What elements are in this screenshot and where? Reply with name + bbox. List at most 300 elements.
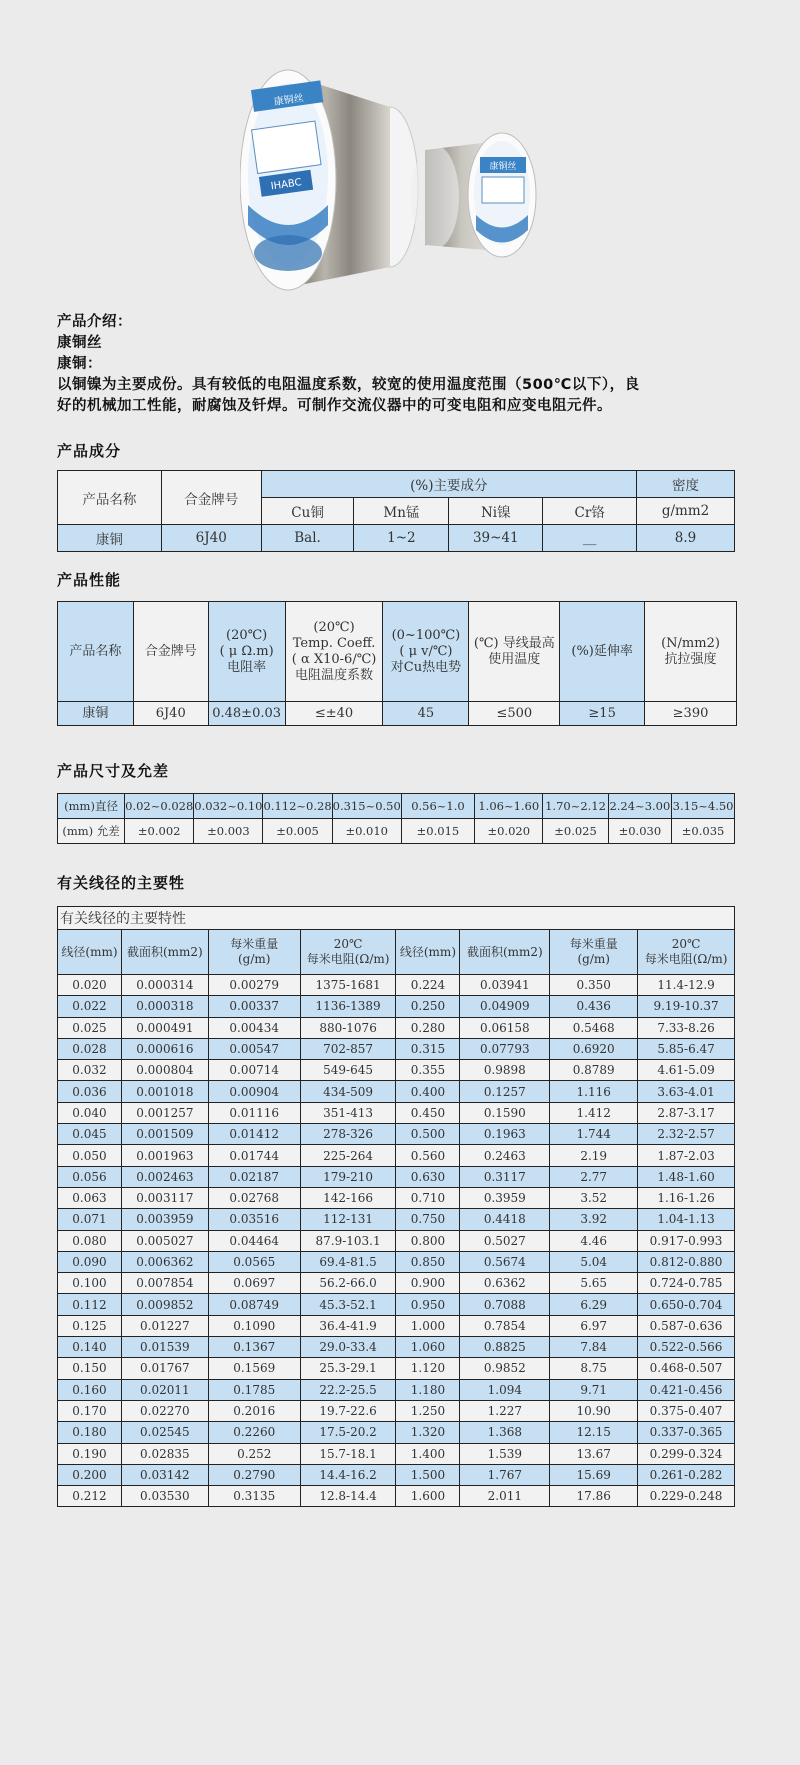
table-row (58, 1230, 735, 1251)
table-cell: 0.500 (396, 1124, 460, 1145)
table-cell: 278-326 (300, 1124, 396, 1145)
table-cell: 0.5674 (460, 1251, 550, 1272)
table-cell: 3.92 (550, 1209, 638, 1230)
table-cell: 0.1963 (460, 1124, 550, 1145)
table-cell: 1.094 (460, 1379, 550, 1400)
table-cell: 0.006362 (121, 1251, 208, 1272)
perf-header-emf (383, 602, 469, 702)
wire-header-resistance (300, 930, 396, 975)
table-cell: 0.812-0.880 (638, 1251, 735, 1272)
table-cell: 0.001509 (121, 1124, 208, 1145)
table-cell: 0.200 (58, 1464, 122, 1485)
table-cell: 87.9-103.1 (300, 1230, 396, 1251)
table-cell: 5.85-6.47 (638, 1038, 735, 1059)
comp-header-grade: 合金牌号 (161, 471, 261, 525)
table-cell: 36.4-41.9 (300, 1315, 396, 1336)
table-cell: 0.020 (58, 975, 122, 996)
sizes-tolerance-cell: ±0.002 (125, 819, 194, 844)
table-cell: 0.040 (58, 1102, 122, 1123)
table-cell: 0.3117 (460, 1166, 550, 1187)
table-cell: 11.4-12.9 (638, 975, 735, 996)
table-cell: 8.75 (550, 1358, 638, 1379)
table-cell: 142-166 (300, 1187, 396, 1208)
table-cell: 112-131 (300, 1209, 396, 1230)
sizes-tolerance-label: (mm) 允差 (58, 819, 125, 844)
table-cell: 1.04-1.13 (638, 1209, 735, 1230)
table-cell: 0.02270 (121, 1400, 208, 1421)
comp-cell: 8.9 (637, 525, 735, 552)
table-cell: 1.767 (460, 1464, 550, 1485)
perf-tensile-line: (N/mm2) (661, 635, 720, 651)
table-cell: 0.724-0.785 (638, 1273, 735, 1294)
table-cell: 2.32-2.57 (638, 1124, 735, 1145)
table-cell: 0.560 (396, 1145, 460, 1166)
table-cell: 0.01744 (208, 1145, 300, 1166)
table-cell: 15.7-18.1 (300, 1443, 396, 1464)
sizes-diameter-cell: 0.032~0.10 (194, 794, 263, 819)
table-row (58, 1379, 735, 1400)
table-cell: 0.170 (58, 1400, 122, 1421)
wire-header-line: 每米电阻(Ω/m) (306, 952, 390, 966)
table-cell: 2.19 (550, 1145, 638, 1166)
table-row (58, 1124, 735, 1145)
table-cell: 10.90 (550, 1400, 638, 1421)
table-cell: 0.800 (396, 1230, 460, 1251)
perf-temp-line: 使用温度 (488, 651, 541, 667)
table-cell: 0.003117 (121, 1187, 208, 1208)
intro-desc-line1: 以铜镍为主要成份。具有较低的电阻温度系数，较宽的使用温度范围（500℃以下），良 (57, 377, 640, 393)
table-cell: 0.01767 (121, 1358, 208, 1379)
comp-cell: 39~41 (449, 525, 543, 552)
sizes-tolerance-cell: ±0.025 (543, 819, 608, 844)
table-cell: 0.299-0.324 (638, 1443, 735, 1464)
table-cell: 0.056 (58, 1166, 122, 1187)
table-cell: 0.000314 (121, 975, 208, 996)
intro-title: 产品介绍： (57, 314, 132, 330)
table-cell: 0.400 (396, 1081, 460, 1102)
table-cell: 12.8-14.4 (300, 1486, 396, 1507)
product-intro (57, 312, 747, 417)
table-cell: 2.87-3.17 (638, 1102, 735, 1123)
table-cell: 5.04 (550, 1251, 638, 1272)
wire-header-row (58, 930, 735, 975)
table-cell: 0.450 (396, 1102, 460, 1123)
table-cell: 0.001963 (121, 1145, 208, 1166)
sizes-tolerance-cell: ±0.003 (194, 819, 263, 844)
perf-header-elongation: (%)延伸率 (560, 602, 645, 702)
table-cell: 56.2-66.0 (300, 1273, 396, 1294)
comp-header-cu: Cu铜 (261, 498, 354, 525)
sizes-tolerance-cell: ±0.005 (263, 819, 332, 844)
table-cell: 5.65 (550, 1273, 638, 1294)
table-cell: 0.071 (58, 1209, 122, 1230)
table-cell: 0.4418 (460, 1209, 550, 1230)
perf-cell: 0.48±0.03 (208, 702, 285, 726)
wire-header-line: 每米重量 (230, 937, 279, 951)
table-cell: 351-413 (300, 1102, 396, 1123)
table-cell: 1.400 (396, 1443, 460, 1464)
table-cell: 2.77 (550, 1166, 638, 1187)
large-spool (240, 70, 418, 290)
table-cell: 0.250 (396, 996, 460, 1017)
table-cell: 0.160 (58, 1379, 122, 1400)
sizes-diameter-cell: 3.15~4.50 (672, 794, 735, 819)
comp-cell: __ (543, 525, 637, 552)
table-cell: 0.00337 (208, 996, 300, 1017)
table-cell: 0.224 (396, 975, 460, 996)
table-cell: 7.33-8.26 (638, 1017, 735, 1038)
table-cell: 1375-1681 (300, 975, 396, 996)
table-cell: 0.03941 (460, 975, 550, 996)
table-row (58, 1209, 735, 1230)
sizes-tolerance-cell: ±0.030 (608, 819, 672, 844)
table-cell: 1.320 (396, 1422, 460, 1443)
sizes-diameter-cell: 1.06~1.60 (475, 794, 543, 819)
table-cell: 0.02187 (208, 1166, 300, 1187)
table-cell: 1.116 (550, 1081, 638, 1102)
comp-header-density: 密度 (637, 471, 735, 498)
table-row (58, 1400, 735, 1421)
table-cell: 0.5468 (550, 1017, 638, 1038)
sizes-table (57, 793, 735, 844)
table-cell: 1.412 (550, 1102, 638, 1123)
comp-row (58, 525, 735, 552)
table-cell: 0.00547 (208, 1038, 300, 1059)
table-cell: 0.032 (58, 1060, 122, 1081)
table-cell: 0.036 (58, 1081, 122, 1102)
table-cell: 702-857 (300, 1038, 396, 1059)
wire-header-weight (550, 930, 638, 975)
wire-header-line: 每米电阻(Ω/m) (644, 952, 728, 966)
perf-emf-line: 对Cu热电势 (390, 659, 462, 675)
table-cell: 45.3-52.1 (300, 1294, 396, 1315)
table-row (58, 1443, 735, 1464)
table-cell: 0.028 (58, 1038, 122, 1059)
table-cell: 0.2260 (208, 1422, 300, 1443)
composition-heading: 产品成分 (57, 442, 122, 460)
table-cell: 0.03530 (121, 1486, 208, 1507)
perf-header-temp-coeff (285, 602, 383, 702)
wire-header-diameter: 线径(mm) (396, 930, 460, 975)
table-cell: 4.61-5.09 (638, 1060, 735, 1081)
comp-header-mn: Mn锰 (354, 498, 449, 525)
table-cell: 1.060 (396, 1337, 460, 1358)
table-cell: 0.375-0.407 (638, 1400, 735, 1421)
table-cell: 0.7088 (460, 1294, 550, 1315)
table-cell: 225-264 (300, 1145, 396, 1166)
table-cell: 15.69 (550, 1464, 638, 1485)
performance-table (57, 601, 737, 726)
wire-header-line: (g/m) (238, 952, 271, 966)
perf-cell: 康铜 (58, 702, 134, 726)
table-cell: 549-645 (300, 1060, 396, 1081)
table-cell: 17.86 (550, 1486, 638, 1507)
table-cell: 3.63-4.01 (638, 1081, 735, 1102)
sizes-tolerance-row (58, 819, 735, 844)
table-cell: 0.1367 (208, 1337, 300, 1358)
table-cell: 0.180 (58, 1422, 122, 1443)
table-cell: 0.8789 (550, 1060, 638, 1081)
perf-cell: ≥390 (645, 702, 737, 726)
perf-cell: ≤±40 (285, 702, 383, 726)
sizes-tolerance-cell: ±0.035 (672, 819, 735, 844)
table-cell: 0.9898 (460, 1060, 550, 1081)
table-cell: 0.001018 (121, 1081, 208, 1102)
intro-desc-line2: 好的机械加工性能，耐腐蚀及钎焊。可制作交流仪器中的可变电阻和应变电阻元件。 (57, 398, 612, 414)
comp-header-density-unit: g/mm2 (637, 498, 735, 525)
table-row (58, 1038, 735, 1059)
table-cell: 0.212 (58, 1486, 122, 1507)
small-spool-label: 康铜丝 (489, 162, 517, 172)
table-cell: 0.355 (396, 1060, 460, 1081)
table-cell: 0.1785 (208, 1379, 300, 1400)
table-cell: 12.15 (550, 1422, 638, 1443)
comp-cell: 康铜 (58, 525, 162, 552)
table-cell: 0.150 (58, 1358, 122, 1379)
table-cell: 1.227 (460, 1400, 550, 1421)
table-cell: 0.280 (396, 1017, 460, 1038)
perf-coef-line: Temp. Coeff. (292, 635, 376, 651)
table-cell: 0.08749 (208, 1294, 300, 1315)
table-cell: 0.007854 (121, 1273, 208, 1294)
perf-res-line: (20℃) (226, 627, 268, 643)
table-cell: 0.315 (396, 1038, 460, 1059)
wire-header-line: 每米重量 (569, 937, 618, 951)
table-row (58, 1102, 735, 1123)
sizes-diameter-label: (mm)直径 (58, 794, 125, 819)
perf-row (58, 702, 737, 726)
table-row (58, 1081, 735, 1102)
table-cell: 0.04464 (208, 1230, 300, 1251)
perf-coef-line: (20℃) (313, 619, 355, 635)
table-cell: 0.050 (58, 1145, 122, 1166)
table-cell: 0.8825 (460, 1337, 550, 1358)
table-cell: 17.5-20.2 (300, 1422, 396, 1443)
table-cell: 69.4-81.5 (300, 1251, 396, 1272)
table-cell: 0.100 (58, 1273, 122, 1294)
comp-cell: 6J40 (161, 525, 261, 552)
comp-cell: Bal. (261, 525, 354, 552)
table-cell: 0.07793 (460, 1038, 550, 1059)
table-cell: 880-1076 (300, 1017, 396, 1038)
table-cell: 0.750 (396, 1209, 460, 1230)
table-row (58, 1294, 735, 1315)
perf-header-max-temp (469, 602, 560, 702)
wire-table-caption: 有关线径的主要特性 (58, 907, 735, 930)
sizes-diameter-cell: 0.56~1.0 (401, 794, 474, 819)
table-cell: 1.48-1.60 (638, 1166, 735, 1187)
perf-cell: 6J40 (133, 702, 208, 726)
table-cell: 2.011 (460, 1486, 550, 1507)
perf-header-name: 产品名称 (58, 602, 134, 702)
table-cell: 1.744 (550, 1124, 638, 1145)
table-cell: 0.1569 (208, 1358, 300, 1379)
table-cell: 1.87-2.03 (638, 1145, 735, 1166)
table-cell: 0.000616 (121, 1038, 208, 1059)
table-cell: 0.337-0.365 (638, 1422, 735, 1443)
table-cell: 0.710 (396, 1187, 460, 1208)
table-cell: 9.71 (550, 1379, 638, 1400)
table-cell: 0.00279 (208, 975, 300, 996)
composition-table (57, 470, 735, 552)
table-cell: 0.063 (58, 1187, 122, 1208)
perf-emf-line: (0~100℃) (391, 627, 461, 643)
table-row (58, 1273, 735, 1294)
wire-header-line: 20℃ (671, 937, 701, 951)
table-cell: 0.00434 (208, 1017, 300, 1038)
table-cell: 0.022 (58, 996, 122, 1017)
table-cell: 3.52 (550, 1187, 638, 1208)
table-cell: 4.46 (550, 1230, 638, 1251)
table-cell: 0.000804 (121, 1060, 208, 1081)
sizes-diameter-cell: 2.24~3.00 (608, 794, 672, 819)
perf-tensile-line: 抗拉强度 (664, 651, 717, 667)
perf-cell: ≤500 (469, 702, 560, 726)
table-cell: 1.368 (460, 1422, 550, 1443)
sizes-tolerance-cell: ±0.015 (401, 819, 474, 844)
table-cell: 0.01227 (121, 1315, 208, 1336)
table-cell: 0.1590 (460, 1102, 550, 1123)
perf-header-tensile (645, 602, 737, 702)
table-row (58, 1187, 735, 1208)
table-cell: 0.650-0.704 (638, 1294, 735, 1315)
table-cell: 0.436 (550, 996, 638, 1017)
table-row (58, 1251, 735, 1272)
table-cell: 0.03142 (121, 1464, 208, 1485)
large-spool-label: 康铜丝 (273, 92, 305, 108)
table-row (58, 996, 735, 1017)
wire-header-line: 20℃ (333, 937, 363, 951)
table-cell: 0.5027 (460, 1230, 550, 1251)
table-cell: 22.2-25.5 (300, 1379, 396, 1400)
table-cell: 0.261-0.282 (638, 1464, 735, 1485)
perf-coef-line: ( α X10-6/℃) (291, 651, 377, 667)
comp-cell: 1~2 (354, 525, 449, 552)
table-cell: 0.229-0.248 (638, 1486, 735, 1507)
table-cell: 29.0-33.4 (300, 1337, 396, 1358)
perf-header-resistivity (208, 602, 285, 702)
table-cell: 0.587-0.636 (638, 1315, 735, 1336)
table-cell: 19.7-22.6 (300, 1400, 396, 1421)
table-cell: 0.350 (550, 975, 638, 996)
perf-emf-line: ( μ v/℃) (399, 643, 453, 659)
sizes-tolerance-cell: ±0.020 (475, 819, 543, 844)
table-cell: 0.3135 (208, 1486, 300, 1507)
table-cell: 0.2790 (208, 1464, 300, 1485)
performance-heading: 产品性能 (57, 571, 122, 589)
table-cell: 25.3-29.1 (300, 1358, 396, 1379)
table-cell: 0.7854 (460, 1315, 550, 1336)
table-row (58, 1145, 735, 1166)
table-cell: 0.03516 (208, 1209, 300, 1230)
table-cell: 0.02011 (121, 1379, 208, 1400)
table-cell: 1.539 (460, 1443, 550, 1464)
table-cell: 0.01116 (208, 1102, 300, 1123)
comp-header-cr: Cr铬 (543, 498, 637, 525)
table-cell: 0.002463 (121, 1166, 208, 1187)
sizes-heading: 产品尺寸及允差 (57, 762, 170, 780)
table-cell: 0.421-0.456 (638, 1379, 735, 1400)
large-spool-brand: IHABC (270, 177, 303, 193)
wire-header-resistance (638, 930, 735, 975)
wire-header-weight (208, 930, 300, 975)
table-cell: 0.02768 (208, 1187, 300, 1208)
table-cell: 0.06158 (460, 1017, 550, 1038)
table-cell: 1.000 (396, 1315, 460, 1336)
table-cell: 6.29 (550, 1294, 638, 1315)
sizes-diameter-cell: 0.315~0.50 (332, 794, 401, 819)
table-cell: 0.112 (58, 1294, 122, 1315)
table-cell: 0.045 (58, 1124, 122, 1145)
table-cell: 0.630 (396, 1166, 460, 1187)
table-cell: 0.02545 (121, 1422, 208, 1443)
table-cell: 14.4-16.2 (300, 1464, 396, 1485)
comp-header-name: 产品名称 (58, 471, 162, 525)
wire-header-line: (g/m) (577, 952, 610, 966)
perf-coef-line: 电阻温度系数 (295, 667, 374, 683)
intro-product: 康铜丝 (57, 335, 102, 351)
table-cell: 0.190 (58, 1443, 122, 1464)
perf-res-line: 电阻率 (227, 659, 267, 675)
wire-header-area: 截面积(mm2) (121, 930, 208, 975)
perf-cell: ≥15 (560, 702, 645, 726)
table-cell: 0.000318 (121, 996, 208, 1017)
table-cell: 0.090 (58, 1251, 122, 1272)
table-cell: 0.6362 (460, 1273, 550, 1294)
sizes-diameter-cell: 0.02~0.028 (125, 794, 194, 819)
table-cell: 0.1257 (460, 1081, 550, 1102)
table-cell: 13.67 (550, 1443, 638, 1464)
table-cell: 0.9852 (460, 1358, 550, 1379)
table-row (58, 1337, 735, 1358)
table-row (58, 1166, 735, 1187)
sizes-tolerance-cell: ±0.010 (332, 819, 401, 844)
table-cell: 0.00714 (208, 1060, 300, 1081)
table-cell: 179-210 (300, 1166, 396, 1187)
table-cell: 434-509 (300, 1081, 396, 1102)
table-cell: 0.000491 (121, 1017, 208, 1038)
table-cell: 6.97 (550, 1315, 638, 1336)
table-row (58, 1358, 735, 1379)
table-cell: 0.04909 (460, 996, 550, 1017)
table-cell: 7.84 (550, 1337, 638, 1358)
table-row (58, 975, 735, 996)
table-cell: 1.16-1.26 (638, 1187, 735, 1208)
table-cell: 0.01539 (121, 1337, 208, 1358)
wire-header-diameter: 线径(mm) (58, 930, 122, 975)
table-cell: 0.252 (208, 1443, 300, 1464)
table-cell: 0.125 (58, 1315, 122, 1336)
table-cell: 1136-1389 (300, 996, 396, 1017)
table-cell: 0.1090 (208, 1315, 300, 1336)
comp-header-ni: Ni镍 (449, 498, 543, 525)
perf-res-line: ( μ Ω.m) (219, 643, 274, 659)
table-cell: 1.180 (396, 1379, 460, 1400)
intro-material: 康铜： (57, 356, 102, 372)
table-row (58, 1422, 735, 1443)
sizes-diameter-cell: 0.112~0.28 (263, 794, 332, 819)
small-spool (411, 133, 536, 257)
table-row (58, 1486, 735, 1507)
table-cell: 1.120 (396, 1358, 460, 1379)
wire-heading: 有关线径的主要牲 (57, 874, 186, 892)
table-cell: 0.02835 (121, 1443, 208, 1464)
sizes-diameter-cell: 1.70~2.12 (543, 794, 608, 819)
table-cell: 0.0697 (208, 1273, 300, 1294)
table-row (58, 1060, 735, 1081)
table-cell: 0.2016 (208, 1400, 300, 1421)
table-cell: 0.0565 (208, 1251, 300, 1272)
